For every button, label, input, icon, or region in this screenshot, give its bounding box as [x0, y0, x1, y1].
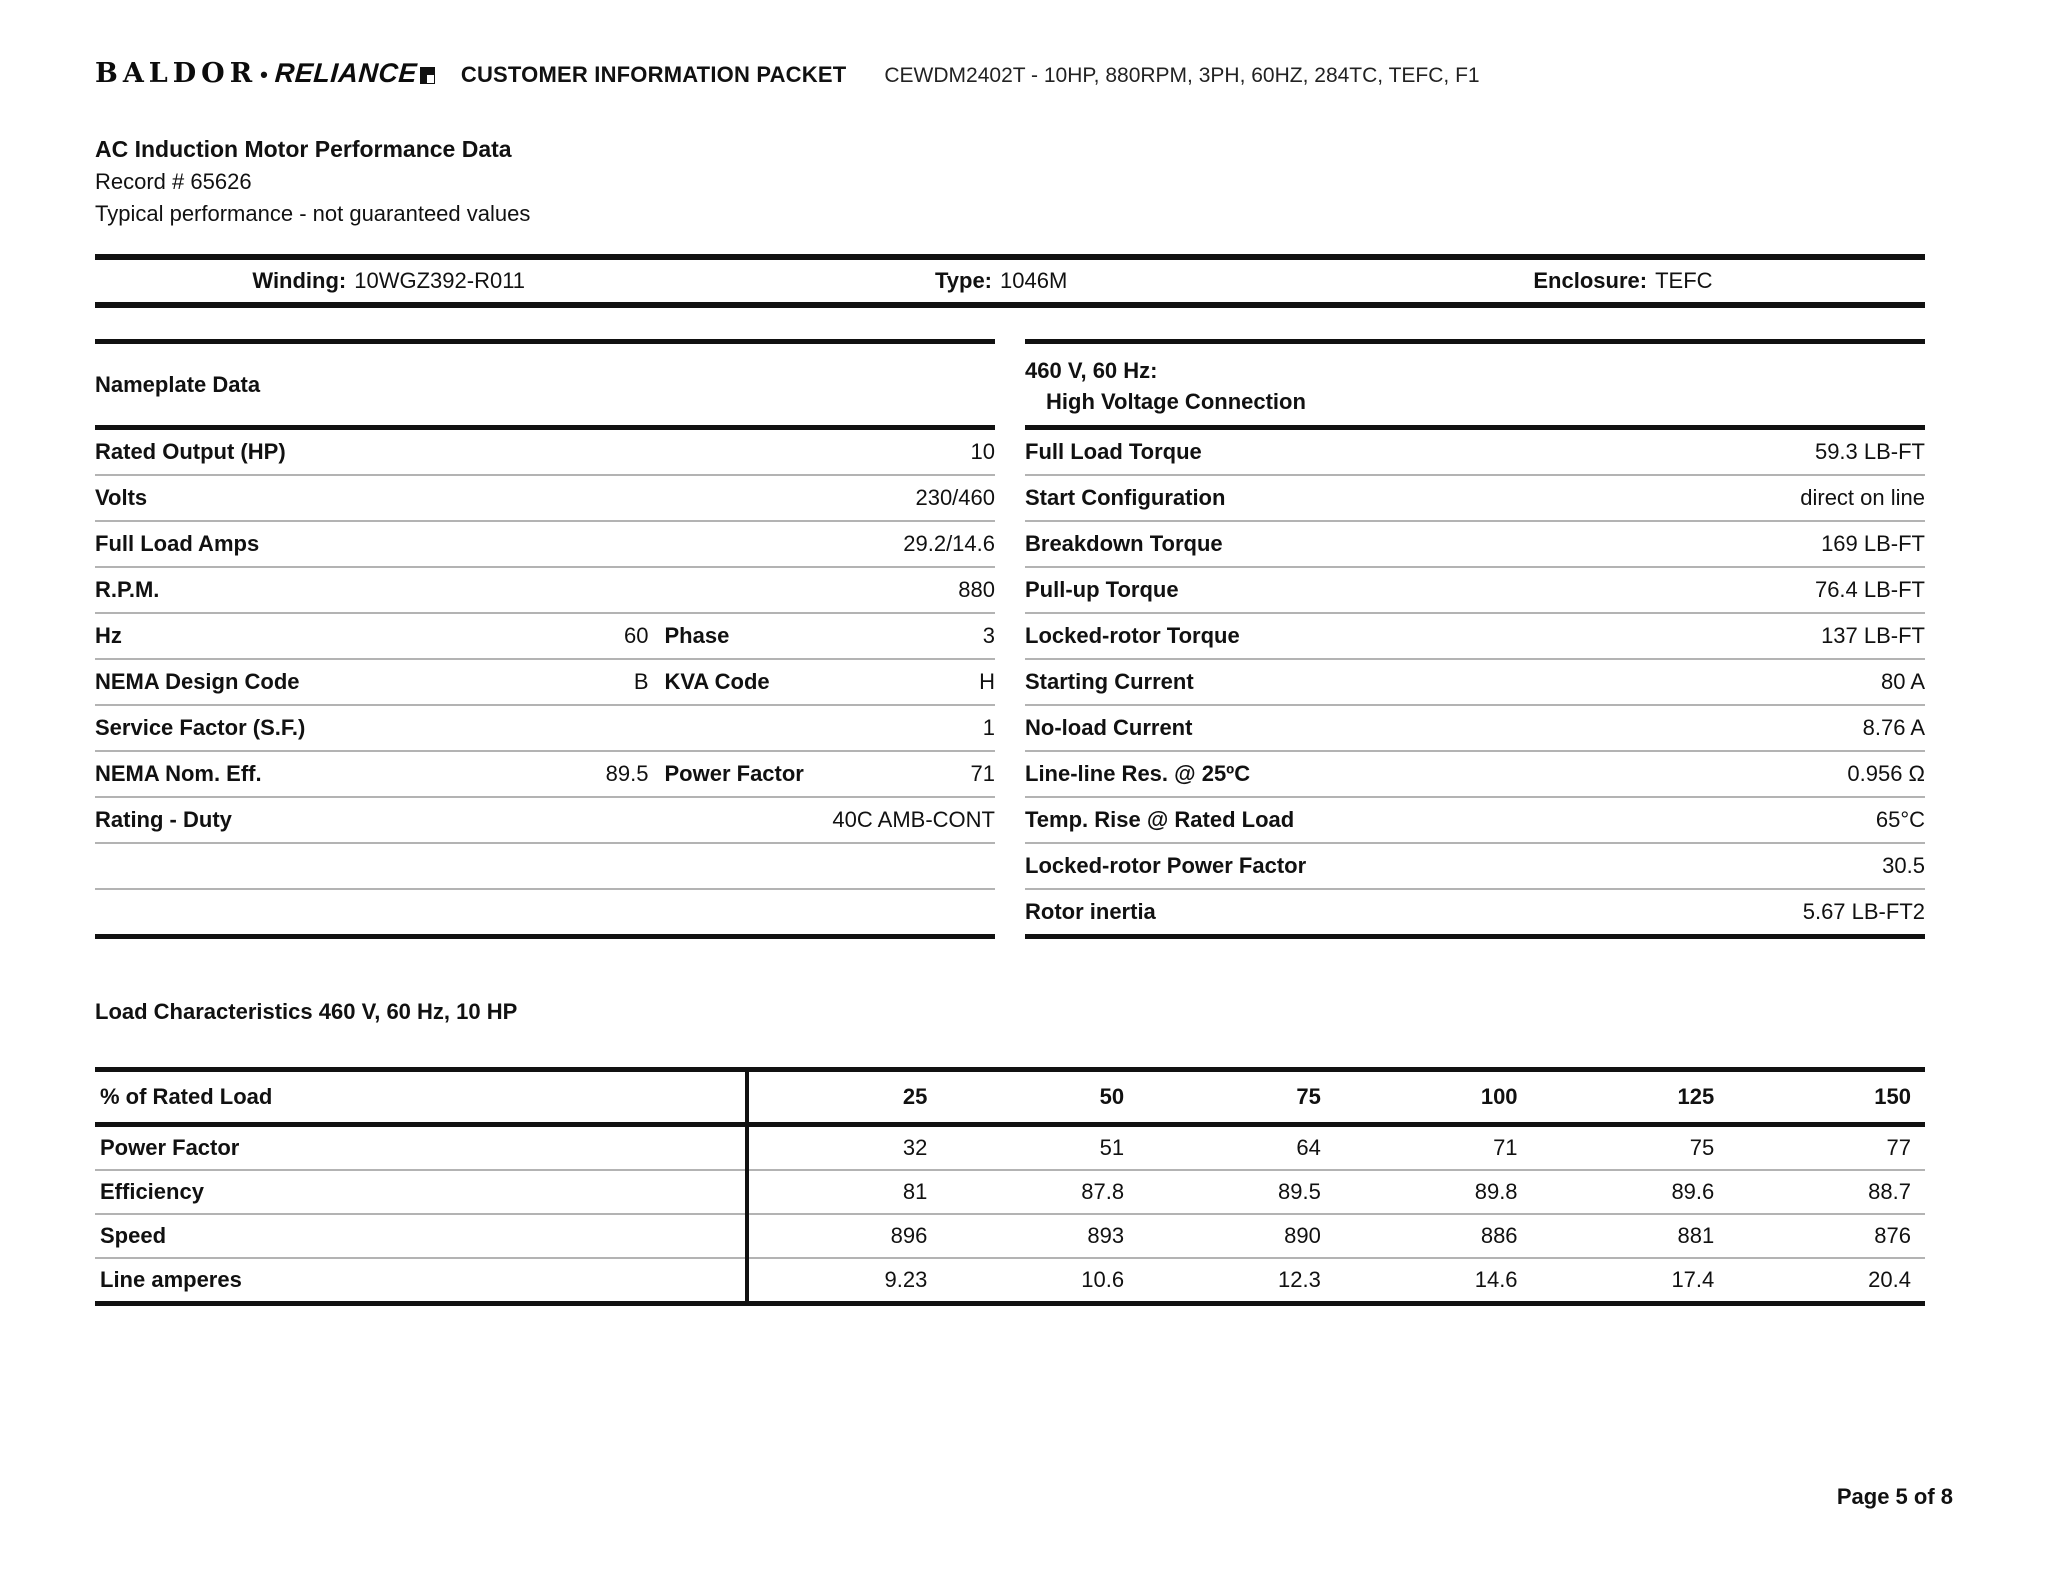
row-value: 169 LB-FT	[1821, 531, 1925, 556]
page-title: AC Induction Motor Performance Data	[95, 136, 512, 162]
label-value-pair	[1025, 761, 1925, 787]
baldor-reliance-logo	[95, 58, 435, 89]
row-value: B	[633, 669, 649, 694]
hv-row	[1025, 752, 1925, 798]
row-value: 60	[624, 623, 649, 648]
hv-header-line1: 460 V, 60 Hz:	[1025, 358, 1158, 383]
label-value-pair	[649, 623, 996, 649]
nameplate-row	[95, 752, 995, 798]
label-value-pair	[1025, 577, 1925, 603]
registered-mark-icon	[420, 67, 435, 84]
title-block	[95, 133, 1953, 230]
row-value: 1046M	[1000, 268, 1068, 293]
row-label: Speed	[100, 1223, 167, 1248]
nameplate-row	[95, 798, 995, 844]
hv-row	[1025, 660, 1925, 706]
load-row	[95, 1259, 1925, 1301]
row-value: 71	[970, 761, 995, 786]
row-label: Rotor inertia	[1025, 899, 1156, 924]
row-value: 80 A	[1880, 669, 1925, 694]
hv-row	[1025, 844, 1925, 890]
motor-model-line: CEWDM2402T - 10HP, 880RPM, 3PH, 60HZ, 284TC, TEFC, F1	[884, 64, 1480, 87]
table-vertical-divider	[745, 1072, 749, 1301]
enclosure-pair	[1533, 260, 1712, 302]
row-value: H	[979, 669, 995, 694]
label-value-pair	[1025, 807, 1925, 833]
high-voltage-table	[1025, 339, 1925, 939]
label-value-pair	[95, 485, 995, 511]
label-value-pair	[649, 761, 996, 787]
row-label: Breakdown Torque	[1025, 531, 1223, 556]
row-label: Starting Current	[1025, 669, 1194, 694]
cell-value: 893	[1087, 1223, 1125, 1248]
cell-value: 10.6	[1081, 1267, 1125, 1292]
hv-header-line2: High Voltage Connection	[1046, 389, 1306, 414]
label-value-pair	[95, 439, 995, 465]
row-label: Type:	[934, 268, 993, 293]
label-value-pair	[95, 807, 995, 833]
cell-value: 51	[1099, 1135, 1125, 1160]
row-label: Full Load Torque	[1025, 439, 1202, 464]
nameplate-row	[95, 614, 995, 660]
high-voltage-rows	[1025, 430, 1925, 934]
row-label: Locked-rotor Torque	[1025, 623, 1240, 648]
row-value: 1	[982, 715, 995, 740]
row-label: Winding:	[252, 268, 347, 293]
logo-baldor-text: BALDOR	[95, 58, 258, 89]
column-header: 100	[1480, 1084, 1518, 1109]
nameplate-row	[95, 430, 995, 476]
label-value-pair	[95, 577, 995, 603]
row-label: Efficiency	[100, 1179, 204, 1204]
nameplate-row	[95, 706, 995, 752]
logo-separator-dot: •	[260, 62, 268, 87]
cell-value: 12.3	[1277, 1267, 1321, 1292]
hv-row	[1025, 568, 1925, 614]
column-header: 25	[902, 1084, 928, 1109]
label-value-pair	[1025, 531, 1925, 557]
row-value: TEFC	[1655, 268, 1713, 293]
row-value: 10WGZ392-R011	[354, 268, 526, 293]
row-value: 40C AMB-CONT	[832, 807, 995, 832]
label-value-pair	[95, 623, 649, 649]
load-row	[95, 1171, 1925, 1215]
row-label: Pull-up Torque	[1025, 577, 1179, 602]
label-value-pair	[95, 761, 649, 787]
cell-value: 89.8	[1474, 1179, 1518, 1204]
row-label: Volts	[95, 485, 148, 510]
cell-value: 89.5	[1277, 1179, 1321, 1204]
nameplate-row	[95, 522, 995, 568]
column-header: 150	[1874, 1084, 1911, 1109]
row-label: NEMA Nom. Eff.	[95, 761, 262, 786]
row-label: Full Load Amps	[95, 531, 260, 556]
nameplate-row	[95, 476, 995, 522]
row-label: Locked-rotor Power Factor	[1025, 853, 1307, 878]
document-header	[95, 58, 1953, 89]
nameplate-table-header: Nameplate Data	[95, 344, 995, 430]
load-table-header-row	[95, 1072, 1925, 1127]
high-voltage-table-header	[1025, 344, 1925, 430]
row-value: 76.4 LB-FT	[1814, 577, 1925, 602]
cell-value: 17.4	[1671, 1267, 1715, 1292]
row-label: Temp. Rise @ Rated Load	[1025, 807, 1295, 832]
load-row	[95, 1127, 1925, 1171]
nameplate-row	[95, 568, 995, 614]
label-value-pair	[1025, 623, 1925, 649]
load-characteristics-table	[95, 1067, 1925, 1306]
column-header: % of Rated Load	[100, 1084, 273, 1109]
nameplate-rows	[95, 430, 995, 934]
winding-pair	[252, 260, 525, 302]
label-value-pair	[1025, 485, 1925, 511]
cell-value: 89.6	[1671, 1179, 1715, 1204]
row-value: 30.5	[1882, 853, 1925, 878]
type-pair	[935, 260, 1067, 302]
row-label: Rated Output (HP)	[95, 439, 286, 464]
cell-value: 87.8	[1081, 1179, 1125, 1204]
cell-value: 9.23	[884, 1267, 928, 1292]
cell-value: 876	[1874, 1223, 1911, 1248]
cell-value: 71	[1493, 1135, 1518, 1160]
row-value: 89.5	[605, 761, 649, 786]
row-label: R.P.M.	[95, 577, 160, 602]
logo-reliance-text: RELIANCE	[273, 58, 418, 88]
row-label: NEMA Design Code	[95, 669, 300, 694]
row-value: 29.2/14.6	[903, 531, 995, 556]
record-number: Record # 65626	[95, 169, 252, 194]
cell-value: 20.4	[1868, 1267, 1911, 1292]
label-value-pair	[1025, 899, 1925, 925]
row-label: Line-line Res. @ 25ºC	[1025, 761, 1251, 786]
nameplate-row	[95, 660, 995, 706]
row-value: 65°C	[1875, 807, 1925, 832]
page-number: Page 5 of 8	[1836, 1484, 1953, 1509]
row-value: 10	[970, 439, 995, 464]
nameplate-row	[95, 844, 995, 890]
row-label: Power Factor	[664, 761, 804, 786]
cell-value: 14.6	[1474, 1267, 1518, 1292]
row-value: 880	[958, 577, 995, 602]
row-value: 8.76 A	[1862, 715, 1925, 740]
row-value: 137 LB-FT	[1821, 623, 1925, 648]
row-label: KVA Code	[664, 669, 770, 694]
hv-row	[1025, 890, 1925, 934]
row-label: No-load Current	[1025, 715, 1193, 740]
row-label: Power Factor	[100, 1135, 240, 1160]
row-value: 3	[982, 623, 995, 648]
cell-value: 88.7	[1868, 1179, 1911, 1204]
nameplate-table	[95, 339, 995, 939]
label-value-pair	[1025, 439, 1925, 465]
cell-value: 75	[1689, 1135, 1715, 1160]
hv-row	[1025, 614, 1925, 660]
row-value: 230/460	[915, 485, 995, 510]
label-value-pair	[1025, 853, 1925, 879]
cell-value: 77	[1886, 1135, 1911, 1160]
row-value: 5.67 LB-FT2	[1802, 899, 1925, 924]
row-label: Phase	[664, 623, 730, 648]
load-table-rows	[95, 1127, 1925, 1301]
cell-value: 886	[1480, 1223, 1518, 1248]
column-header: 125	[1677, 1084, 1715, 1109]
row-label: Enclosure:	[1533, 268, 1648, 293]
label-value-pair	[95, 669, 649, 695]
row-value: 0.956 Ω	[1847, 761, 1925, 786]
cell-value: 81	[902, 1179, 928, 1204]
row-label: Start Configuration	[1025, 485, 1226, 510]
hv-row	[1025, 476, 1925, 522]
performance-note: Typical performance - not guaranteed values	[95, 201, 531, 226]
hv-row	[1025, 798, 1925, 844]
hv-row	[1025, 706, 1925, 752]
load-row	[95, 1215, 1925, 1259]
hv-row	[1025, 430, 1925, 476]
row-value: 59.3 LB-FT	[1814, 439, 1925, 464]
load-characteristics-title: Load Characteristics 460 V, 60 Hz, 10 HP	[95, 999, 518, 1024]
winding-summary-bar	[95, 254, 1925, 308]
row-label: Line amperes	[100, 1267, 242, 1292]
packet-title: CUSTOMER INFORMATION PACKET	[460, 62, 847, 87]
cell-value: 890	[1284, 1223, 1321, 1248]
cell-value: 64	[1296, 1135, 1321, 1160]
row-value: direct on line	[1800, 485, 1925, 510]
label-value-pair	[95, 715, 995, 741]
cell-value: 32	[902, 1135, 928, 1160]
label-value-pair	[1025, 669, 1925, 695]
hv-row	[1025, 522, 1925, 568]
cell-value: 896	[890, 1223, 928, 1248]
row-label: Service Factor (S.F.)	[95, 715, 306, 740]
spec-tables	[95, 339, 1925, 939]
label-value-pair	[95, 531, 995, 557]
label-value-pair	[1025, 715, 1925, 741]
label-value-pair	[649, 669, 996, 695]
column-header: 50	[1099, 1084, 1125, 1109]
row-label: Rating - Duty	[95, 807, 232, 832]
cell-value: 881	[1677, 1223, 1715, 1248]
row-label: Hz	[95, 623, 122, 648]
column-header: 75	[1296, 1084, 1321, 1109]
nameplate-row	[95, 890, 995, 934]
